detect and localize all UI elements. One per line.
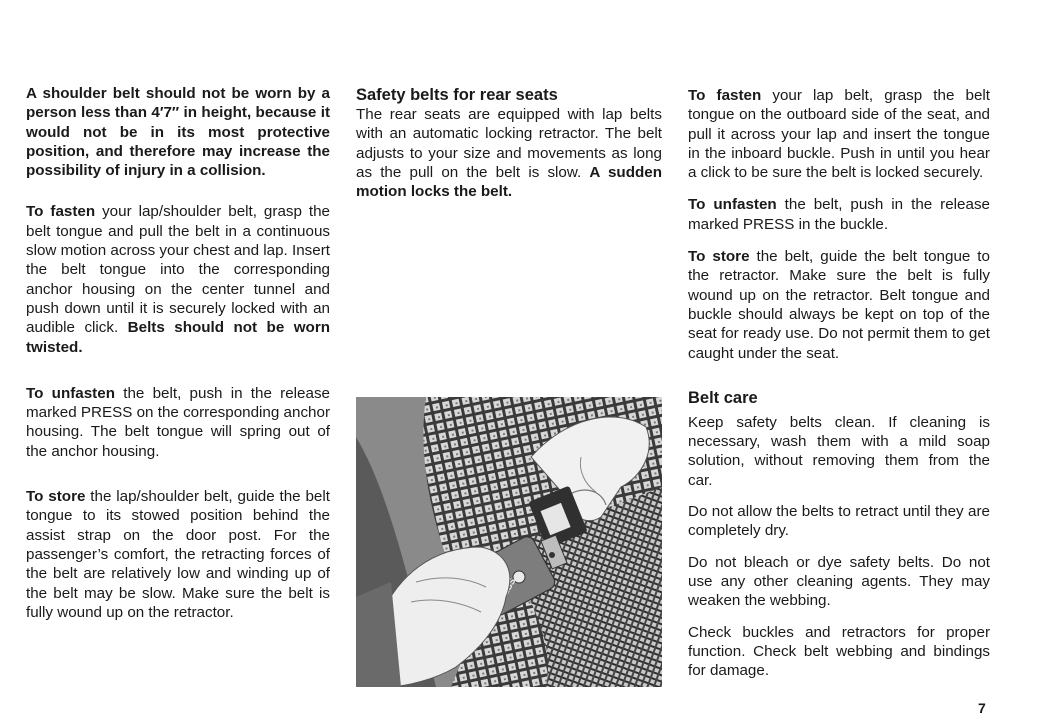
right-column [688,86,990,680]
photo-illustration [356,397,662,687]
rear-store-lead: To store [688,248,750,266]
middle-column [356,86,662,201]
store-text: the lap/shoulder belt, guide the belt tongue to its stowed position behind the assist strap on the door post. For the passenger’s comfort, the retracting forces of the belt are relatively low and winding up of the belt may be slow. Make sure the belt is fully wound up on the retractor. [26,488,330,621]
rear-seats-body: The rear seats are equipped with lap belts with an automatic locking retractor. The belt adjusts to your size and movements as long as the pull on the belt is slow. [356,106,662,181]
rear-store-instructions [688,247,990,363]
rear-fasten-instructions [688,86,990,182]
care-paragraph-4: Check buckles and retractors for proper function. Check belt webbing and bindings for damage. [688,623,990,680]
rear-unfasten-text: the belt, push in the release marked PRESS in the buckle. [688,196,990,233]
store-instructions [26,487,330,622]
rear-seats-heading: Safety belts for rear seats [356,86,558,104]
fasten-instructions [26,202,330,356]
rear-seats-text [356,105,662,201]
store-lead: To store [26,488,86,506]
unfasten-lead: To unfasten [26,384,115,402]
care-paragraph-3: Do not bleach or dye safety belts. Do not use any other cleaning agents. They may weaken the webbing. [688,553,990,610]
unfasten-instructions [26,384,330,461]
height-warning: A shoulder belt should not be worn by a person less than 4′7″ in height, because it would not be in its most protective position, and therefore may increase the possibility of injury in a collision. [26,85,330,180]
sudden-motion-note: A sudden motion locks the belt. [356,163,662,201]
page-number: 7 [978,700,986,716]
unfasten-text: the belt, push in the release marked PRESS on the corresponding anchor housing. The belt tongue will spring out of the anchor housing. [26,384,330,460]
rear-store-text: the belt, guide the belt tongue to the retractor. Make sure the belt is fully wound up on the retractor. Belt tongue and buckle should always be kept on top of the seat for ready use. Do not permit them to get caught under the seat. [688,248,990,362]
rear-fasten-text: your lap belt, grasp the belt tongue on the outboard side of the seat, and pull it across your lap and insert the tongue in the inboard buckle. Push in until you hear a click to be sure the belt is locked securely. [688,87,990,182]
seat-belt-photo [356,397,662,687]
belt-care-heading: Belt care [688,388,758,407]
care-paragraph-1: Keep safety belts clean. If cleaning is necessary, wash them with a mild soap solution, without removing them from the car. [688,413,990,489]
fasten-lead: To fasten [26,203,96,221]
rear-fasten-lead: To fasten [688,87,762,104]
twist-warning: Belts should not be worn twisted. [26,319,331,356]
rear-unfasten-lead: To unfasten [688,196,777,214]
fasten-text: your lap/shoulder belt, grasp the belt tongue and pull the belt in a continuous slow motion across your chest and lap. Insert the belt tongue into the corresponding anchor housing on the center tunnel and push down until it is securely locked with an audible click. [26,203,330,337]
care-paragraph-2: Do not allow the belts to retract until they are completely dry. [688,503,990,540]
rear-unfasten-instructions [688,195,990,234]
left-column [26,84,330,622]
